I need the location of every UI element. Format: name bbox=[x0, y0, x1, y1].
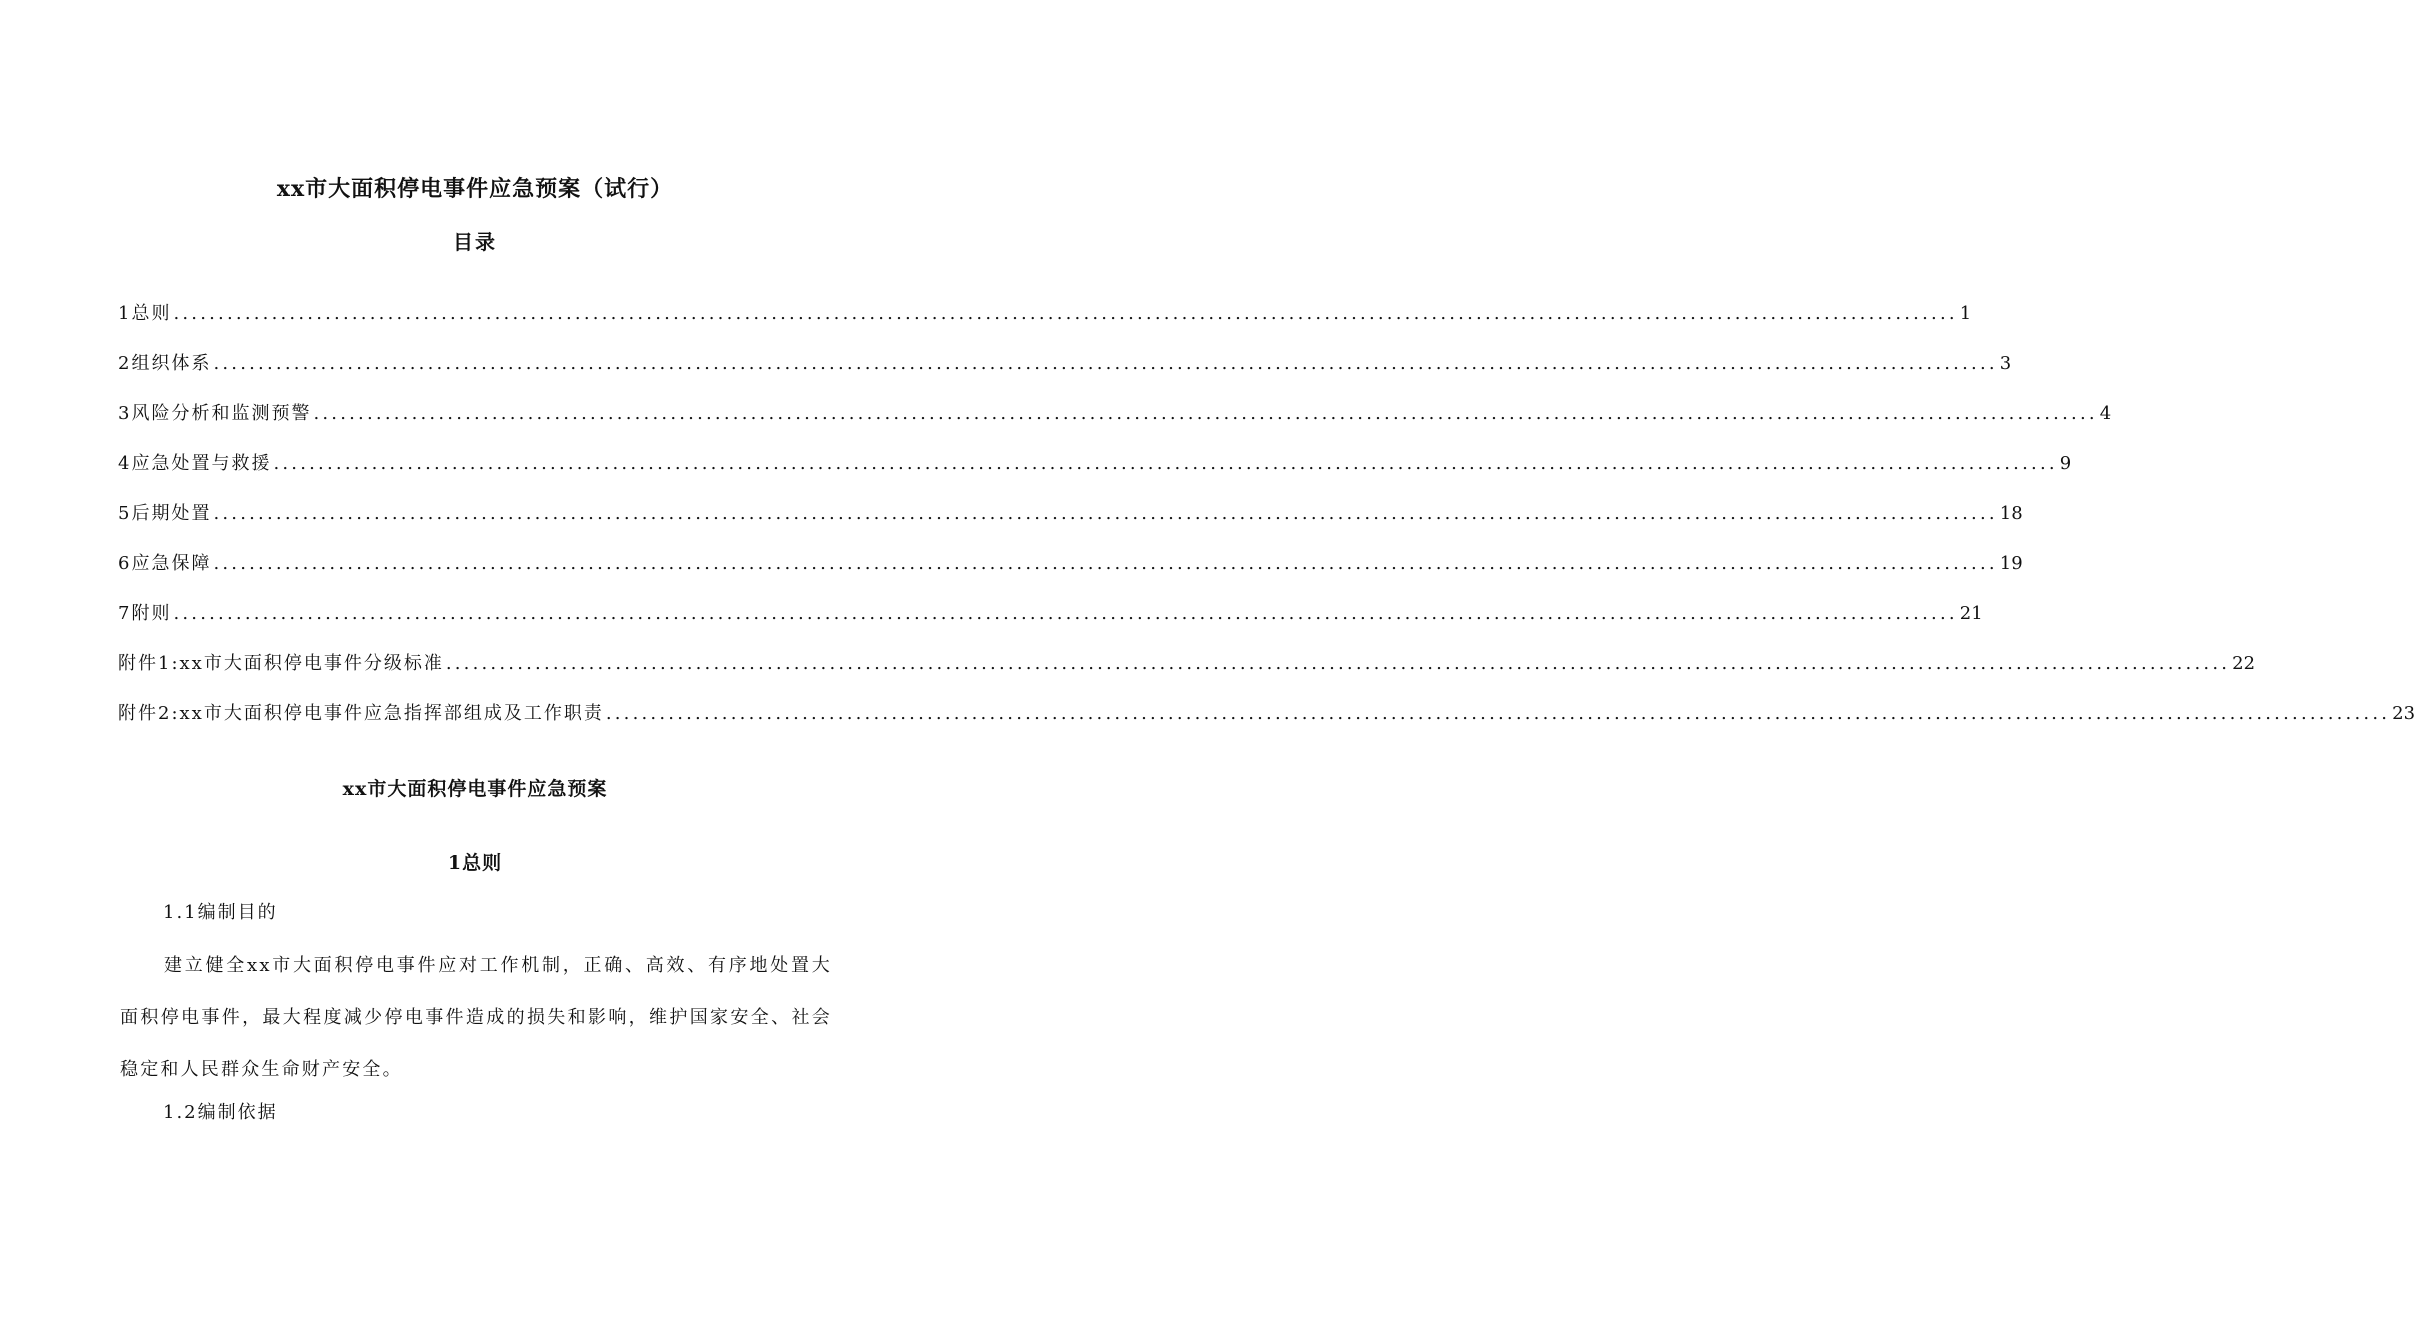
body-title: xx市大面积停电事件应急预案 bbox=[342, 778, 608, 800]
toc-entry-label: 6应急保障 bbox=[118, 553, 212, 574]
toc-entry-page: 21 bbox=[1959, 603, 1983, 624]
toc-entry[interactable] bbox=[118, 450, 2072, 500]
toc-entry[interactable] bbox=[118, 600, 1983, 650]
toc-entry-page: 1 bbox=[1959, 303, 1972, 324]
toc-entry[interactable] bbox=[118, 500, 2023, 550]
toc-entry[interactable] bbox=[118, 400, 2112, 450]
toc-entry[interactable] bbox=[118, 550, 2023, 600]
toc-leader-dots: ........................................................................................................................................................................................................ bbox=[213, 553, 1998, 574]
toc-entry-label: 2组织体系 bbox=[118, 353, 212, 374]
toc-entry-page: 9 bbox=[2059, 453, 2072, 474]
toc-leader-dots: ........................................................................................................................................................................................................ bbox=[173, 603, 1958, 624]
toc-entry[interactable] bbox=[118, 700, 2415, 750]
toc-entry-page: 3 bbox=[1999, 353, 2012, 374]
toc-leader-dots: ........................................................................................................................................................................................................ bbox=[313, 403, 2098, 424]
toc-entry[interactable] bbox=[118, 650, 2256, 700]
toc-entry-page: 23 bbox=[2392, 703, 2415, 724]
toc-leader-dots: ........................................................................................................................................................................................................ bbox=[173, 303, 1958, 324]
toc-leader-dots: ........................................................................................................................................................................................................ bbox=[273, 453, 2058, 474]
toc-entry-label: 4应急处置与救援 bbox=[118, 453, 272, 474]
section-heading: 1总则 bbox=[447, 852, 503, 874]
subsection-heading: 1.2编制依据 bbox=[163, 1102, 278, 1123]
toc-entry-page: 4 bbox=[2099, 403, 2112, 424]
document-title: xx市大面积停电事件应急预案（试行） bbox=[276, 176, 674, 202]
toc-entry-label: 5后期处置 bbox=[118, 503, 212, 524]
toc-entry-label: 附件2:xx市大面积停电事件应急指挥部组成及工作职责 bbox=[118, 703, 604, 724]
toc-leader-dots: ........................................................................................................................................................................................................ bbox=[213, 353, 1998, 374]
table-of-contents bbox=[118, 300, 2415, 750]
toc-heading: 目录 bbox=[453, 230, 497, 254]
toc-entry[interactable] bbox=[118, 350, 2012, 400]
body-paragraph: 建立健全xx市大面积停电事件应对工作机制，正确、高效、有序地处置大面积停电事件，最大程度减少停电事件造成的损失和影响，维护国家安全、社会稳定和人民群众生命财产安全。 bbox=[120, 955, 832, 1080]
toc-entry[interactable] bbox=[118, 300, 1972, 350]
toc-entry-page: 22 bbox=[2232, 653, 2256, 674]
toc-entry-label: 3风险分析和监测预警 bbox=[118, 403, 312, 424]
toc-entry-page: 18 bbox=[1999, 503, 2023, 524]
subsection-heading: 1.1编制目的 bbox=[163, 902, 278, 923]
toc-leader-dots: ........................................................................................................................................................................................................ bbox=[213, 503, 1998, 524]
toc-entry-label: 7附则 bbox=[118, 603, 172, 624]
toc-entry-label: 1总则 bbox=[118, 303, 172, 324]
toc-entry-label: 附件1:xx市大面积停电事件分级标准 bbox=[118, 653, 444, 674]
toc-leader-dots: ........................................................................................................................................................................................................ bbox=[445, 653, 2231, 674]
toc-leader-dots: ........................................................................................................................................................................................................ bbox=[605, 703, 2391, 724]
toc-entry-page: 19 bbox=[1999, 553, 2023, 574]
